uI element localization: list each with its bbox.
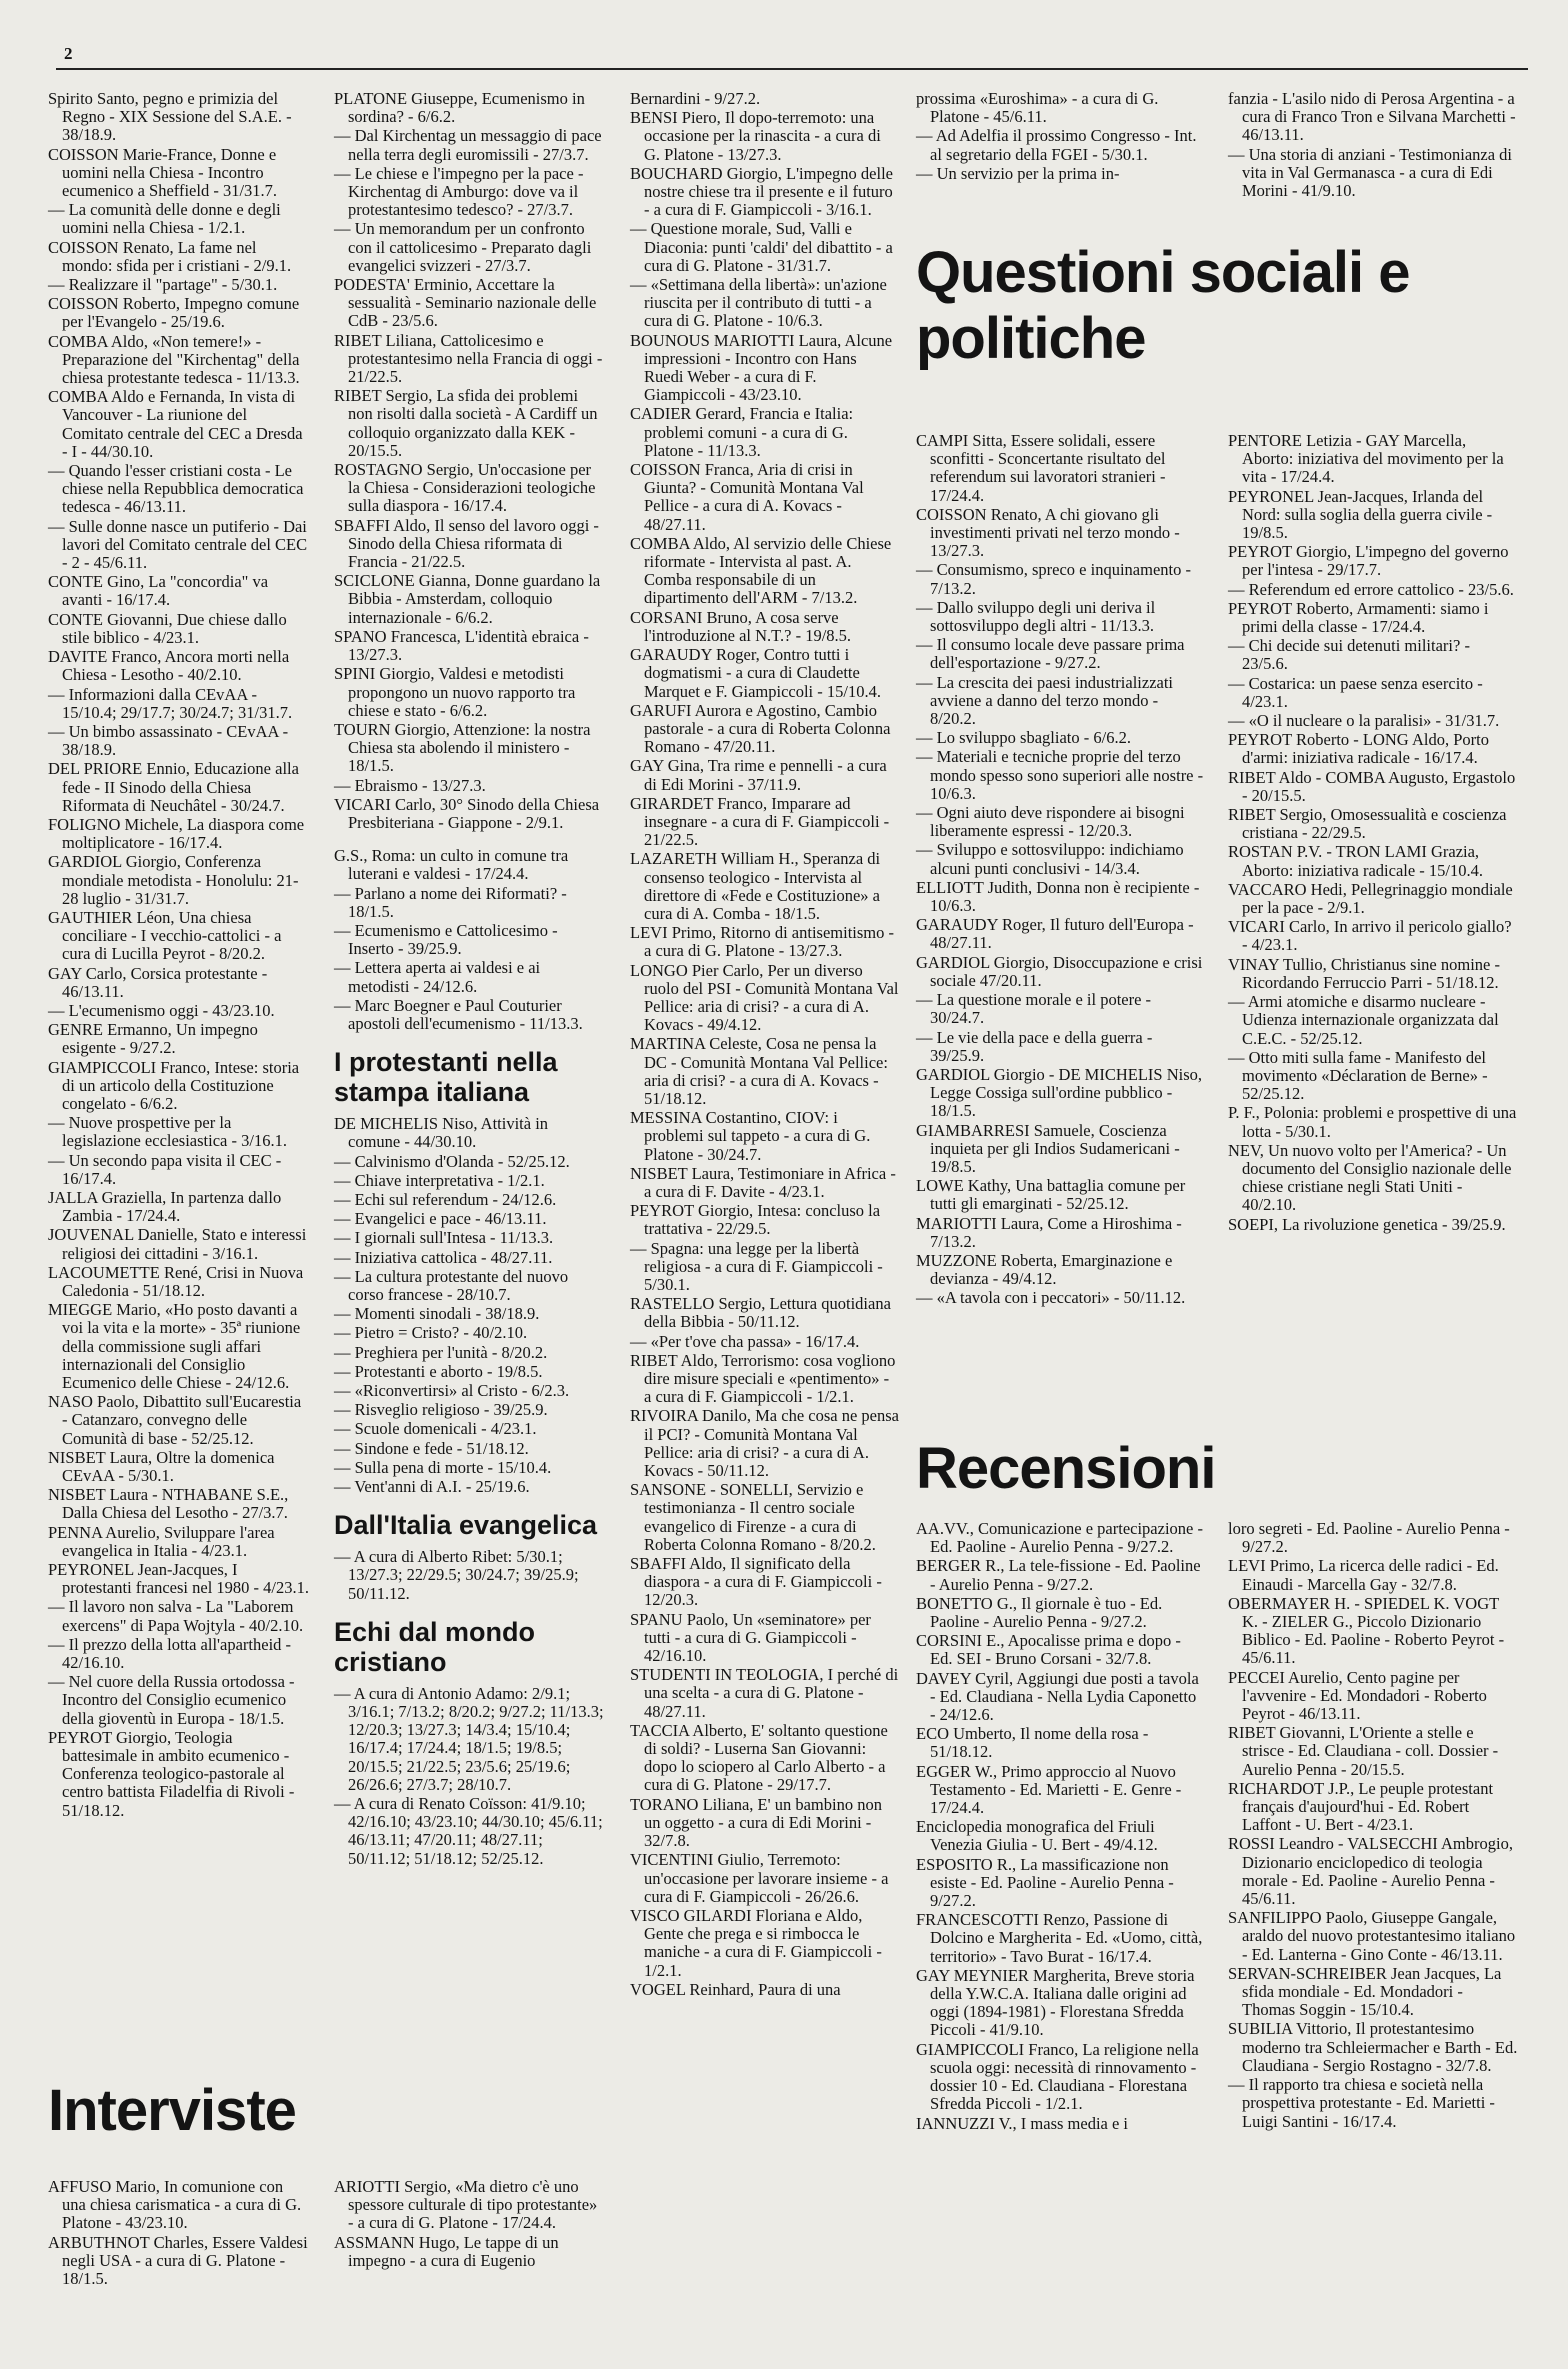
index-entry: RASTELLO Sergio, Lettura quotidiana della Bibbia - 50/11.12. [630,1294,891,1332]
index-entry: — Ogni aiuto deve rispondere ai bisogni liberamente espressi - 12/20.3. [916,803,1185,841]
index-entry: — «A tavola con i peccatori» - 50/11.12. [916,1288,1186,1308]
index-entry: SOEPI, La rivoluzione genetica - 39/25.9. [1228,1214,1506,1234]
index-entry: — Materiali e tecniche proprie del terzo mondo spesso sono superiori alle nostre - 10/6.3. [916,747,1204,803]
index-entry: RIBET Aldo - COMBA Augusto, Ergastolo - 20/15.5. [1228,767,1516,805]
top-rule [56,68,1528,70]
index-entry: PECCEI Aurelio, Cento pagine per l'avvenire - Ed. Mondadori - Roberto Peyrot - 46/13.11. [1228,1667,1487,1724]
index-entry: — Una storia di anziani - Testimonianza di vita in Val Germanasca - a cura di Edi Morini - 41/9.10. [1228,144,1513,201]
index-entry: — Sulle donne nasce un putiferio - Dai lavori del Comitato centrale del CEC - 2 - 45/6.11. [48,516,308,573]
index-entry: — «O il nucleare o la paralisi» - 31/31.7. [1228,711,1500,731]
index-entry: — A cura di Antonio Adamo: 2/9.1; 3/16.1; 7/13.2; 8/20.2; 9/27.2; 11/13.3; 12/20.3; 13/27.3; 14/3.4; 15/10.4; 16/17.4; 17/24.4; 18/1.5; 19/8.5; 20/15.5; 21/22.5; 23/5.6; 25/19.6; 26/26.6; 27/3.7; 28/10.7. [334,1683,604,1794]
index-entry: — Quando l'esser cristiani costa - Le chiese nella Repubblica democratica tedesca - 46/13.11. [48,461,304,517]
index-entry: LAZARETH William H., Speranza di consenso teologico - Intervista al direttore di «Fede e Costituzione» a cura di A. Comba - 18/1.5. [630,849,881,923]
index-entry: — Le chiese e l'impegno per la pace - Kirchentag di Amburgo: dove va il protestantesimo tedesco? - 27/3.7. [334,163,584,220]
index-entry: — Nuove prospettive per la legislazione ecclesiastica - 3/16.1. [48,1113,287,1151]
column-2 [334,90,604,1869]
index-entry: ESPOSITO R., La massificazione non esiste - Ed. Paoline - Aurelio Penna - 9/27.2. [916,1854,1174,1911]
section-heading-interviste: Interviste [48,2078,296,2143]
index-entry: SANFILIPPO Paolo, Giuseppe Gangale, araldo del nuovo protestantesimo italiano - Ed. Lanterna - Gino Conte - 46/13.11. [1228,1908,1516,1964]
index-entry: — Spagna: una legge per la libertà religiosa - a cura di F. Giampiccoli - 5/30.1. [630,1238,883,1294]
index-entry: MARTINA Celeste, Cosa ne pensa la DC - Comunità Montana Val Pellice: aria di crisi? - a cura di A. Kovacs - 51/18.12. [630,1034,888,1108]
index-entry: IANNUZZI V., I mass media e i [916,2113,1129,2133]
index-entry: DE MICHELIS Niso, Attività in comune - 44/30.10. [334,1114,549,1152]
index-entry: — «Per t'ove cha passa» - 16/17.4. [630,1331,860,1351]
questioni-col-a [916,432,1204,1309]
index-entry: PEYROT Roberto, Armamenti: siamo i primi della classe - 17/24.4. [1228,598,1489,637]
index-entry: LEVI Primo, Ritorno di antisemitismo - a cura di G. Platone - 13/27.3. [630,923,894,961]
index-entry: — Momenti sinodali - 38/18.9. [334,1304,540,1324]
index-entry: GAY Gina, Tra rime e pennelli - a cura di Edi Morini - 37/11.9. [630,756,887,794]
index-entry: — Questione morale, Sud, Valli e Diaconia: punti 'caldi' del dibattito - a cura di G. Platone - 31/31.7. [630,219,893,275]
index-entry: PEYRONEL Jean-Jacques, Irlanda del Nord: sulla soglia della guerra civile - 19/8.5. [1228,486,1493,543]
index-entry: — Sulla pena di morte - 15/10.4. [334,1457,552,1477]
index-entry: BENSI Piero, Il dopo-terremoto: una occasione per la rinascita - a cura di G. Platone - 13/27.3. [630,108,881,164]
index-entry: STUDENTI IN TEOLOGIA, I perché di una scelta - a cura di G. Platone - 48/27.11. [630,1665,899,1721]
index-entry: — La questione morale e il potere - 30/24.7. [916,990,1152,1028]
index-entry: RIVOIRA Danilo, Ma che cosa ne pensa il PCI? - Comunità Montana Val Pellice: aria di crisi? - a cura di A. Kovacs - 50/11.12. [630,1406,899,1481]
index-entry: GAY Carlo, Corsica protestante - 46/13.11. [48,963,268,1001]
index-entry: CADIER Gerard, Francia e Italia: problemi comuni - a cura di G. Platone - 11/13.3. [630,404,854,460]
index-entry: — I giornali sull'Intesa - 11/13.3. [334,1228,554,1248]
index-entry: — Pietro = Cristo? - 40/2.10. [334,1323,528,1343]
section-heading-protestanti: I protestanti nella stampa italiana [334,1047,558,1108]
index-entry: — La comunità delle donne e degli uomini nella Chiesa - 1/2.1. [48,200,281,238]
index-entry: Enciclopedia monografica del Friuli Venezia Giulia - U. Bert - 49/4.12. [916,1817,1158,1855]
index-entry: LEVI Primo, La ricerca delle radici - Ed. Einaudi - Marcella Gay - 32/7.8. [1228,1556,1499,1594]
index-entry: — Chi decide sui detenuti militari? - 23/5.6. [1228,636,1470,674]
index-entry: VOGEL Reinhard, Paura di una [630,1979,841,1999]
echi-list [334,1685,604,1868]
section-heading-echi: Echi dal mondo cristiano [334,1616,536,1677]
index-entry: DAVEY Cyril, Aggiungi due posti a tavola - Ed. Claudiana - Nella Lydia Caponetto - 24/12.6. [916,1668,1199,1725]
index-entry: — A cura di Alberto Ribet: 5/30.1; 13/27.3; 22/29.5; 30/24.7; 39/25.9; 50/11.12. [334,1547,579,1603]
index-entry: — Ebraismo - 13/27.3. [334,775,486,795]
index-entry: COMBA Aldo, Al servizio delle Chiese riformate - Intervista al past. A. Comba responsabile di un dipartimento dell'ARM - 7/13.2. [630,533,892,608]
index-entry: — Informazioni dalla CEvAA - 15/10.4; 29/17.7; 30/24.7; 31/31.7. [48,684,293,722]
index-entry: GAY MEYNIER Margherita, Breve storia della Y.W.C.A. Italiana dalle origini ad oggi (1894-1981) - Florestana Sfredda Piccoli - 41/9.10. [916,1965,1195,2040]
index-entry: — L'ecumenismo oggi - 43/23.10. [48,1000,275,1020]
index-entry: BONETTO G., Il giornale è tuo - Ed. Paoline - Aurelio Penna - 9/27.2. [916,1593,1163,1632]
index-entry: VISCO GILARDI Floriana e Aldo, Gente che prega e si rimbocca le maniche - a cura di F. Giampiccoli - 1/2.1. [630,1905,882,1980]
index-entry: — Scuole domenicali - 4/23.1. [334,1419,537,1439]
index-entry: — A cura di Renato Coïsson: 41/9.10; 42/16.10; 43/23.10; 44/30.10; 45/6.11; 46/13.11; 47/20.11; 48/27.11; 50/11.12; 51/18.12; 52/25.12. [334,1794,603,1868]
protestanti-list [334,1115,604,1496]
index-entry: PEYROT Giorgio, Intesa: concluso la trattativa - 22/29.5. [630,1201,881,1239]
section-heading-dallitalia: Dall'Italia evangelica [334,1510,598,1541]
index-entry: — Un secondo papa visita il CEC - 16/17.4. [48,1150,282,1188]
index-entry: RIBET Giovanni, L'Oriente a stelle e strisce - Ed. Claudiana - coll. Dossier - Aurelio Penna - 20/15.5. [1228,1723,1499,1779]
index-entry: — Consumismo, spreco e inquinamento - 7/13.2. [916,560,1191,598]
index-entry: VICARI Carlo, 30° Sinodo della Chiesa Presbiteriana - Giappone - 2/9.1. [334,794,600,832]
index-entry: GARDIOL Giorgio, Conferenza mondiale metodista - Honolulu: 21-28 luglio - 31/31.7. [48,852,299,908]
column-1 [48,90,310,1821]
section-heading-recensioni: Recensioni [916,1436,1216,1501]
index-entry: — Sviluppo e sottosviluppo: indichiamo alcuni punti conclusivi - 14/3.4. [916,840,1184,878]
index-entry: AFFUSO Mario, In comunione con una chiesa carismatica - a cura di G. Platone - 43/23.10. [48,2177,302,2233]
index-entry: SERVAN-SCHREIBER Jean Jacques, La sfida mondiale - Ed. Mondadori - Thomas Soggin - 15/10.4. [1228,1963,1502,2020]
index-entry: DEL PRIORE Ennio, Educazione alla fede - II Sinodo della Chiesa Riformata di Neuchâtel - 30/24.7. [48,759,299,815]
index-entry: — Un bimbo assassinato - CEvAA - 38/18.9. [48,721,289,760]
index-entry: — Ad Adelfia il prossimo Congresso - Int. al segretario della FGEI - 5/30.1. [916,126,1197,164]
index-entry: Bernardini - 9/27.2. [630,89,761,108]
index-entry: COISSON Renato, La fame nel mondo: sfida per i cristiani - 2/9.1. [48,237,292,275]
index-entry: LACOUMETTE René, Crisi in Nuova Caledonia - 51/18.12. [48,1262,304,1300]
index-entry: — Calvinismo d'Olanda - 52/25.12. [334,1151,570,1171]
index-entry: LONGO Pier Carlo, Per un diverso ruolo del PSI - Comunità Montana Val Pellice: aria di crisi? - a cura di A. Kovacs - 49/4.12. [630,960,899,1035]
index-entry: ECO Umberto, Il nome della rosa - 51/18.12. [916,1724,1149,1762]
index-entry: VICENTINI Giulio, Terremoto: un'occasione per lavorare insieme - a cura di F. Giampiccoli - 26/26.6. [630,1850,889,1906]
index-entry: — Il rapporto tra chiesa e società nella prospettiva protestante - Ed. Marietti - Luigi Santini - 16/17.4. [1228,2075,1495,2131]
index-entry: — Il prezzo della lotta all'apartheid - 42/16.10. [48,1634,292,1673]
index-entry: NEV, Un nuovo volto per l'America? - Un documento del Consiglio nazionale delle chiese cristiane negli Stati Uniti - 40/2.10. [1228,1140,1512,1215]
index-entry: GIRARDET Franco, Imparare ad insegnare - a cura di F. Giampiccoli - 21/22.5. [630,793,890,850]
index-entry: ROSTAN P.V. - TRON LAMI Grazia, Aborto: iniziativa radicale - 15/10.4. [1228,842,1484,880]
index-entry: CORSINI E., Apocalisse prima e dopo - Ed. SEI - Bruno Corsani - 32/7.8. [916,1631,1181,1669]
section-heading-questioni: Questioni sociali e politiche [916,240,1410,371]
index-entry: — Risveglio religioso - 39/25.9. [334,1400,548,1420]
index-entry: — Nel cuore della Russia ortodossa - Incontro del Consiglio ecumenico della gioventù in Europa - 18/1.5. [48,1672,295,1728]
index-entry: — Sindone e fede - 51/18.12. [334,1438,529,1458]
index-entry: ARBUTHNOT Charles, Essere Valdesi negli USA - a cura di G. Platone - 18/1.5. [48,2232,308,2289]
index-entry: LOWE Kathy, Una battaglia comune per tutti gli emarginati - 52/25.12. [916,1176,1186,1214]
index-entry: GIAMPICCOLI Franco, Intese: storia di un articolo della Costituzione congelato - 6/6.2. [48,1057,300,1113]
index-entry: SPANO Francesca, L'identità ebraica - 13/27.3. [334,626,589,665]
index-entry: PEYROT Roberto - LONG Aldo, Porto d'armi: iniziativa radicale - 16/17.4. [1228,730,1489,768]
index-entry: Spirito Santo, pegno e primizia del Regno - XIX Sessione del S.A.E. - 38/18.9. [48,89,292,145]
index-entry: NISBET Laura, Testimoniare in Africa - a cura di F. Davite - 4/23.1. [630,1163,896,1201]
index-entry: — Echi sul referendum - 24/12.6. [334,1189,557,1209]
column-2b-list [334,847,604,1033]
index-entry: — Realizzare il "partage" - 5/30.1. [48,275,278,295]
index-entry: — Lettera aperta ai valdesi e ai metodisti - 24/12.6. [334,958,541,996]
index-entry: — Vent'anni di A.I. - 25/19.6. [334,1477,530,1497]
index-entry: GIAMBARRESI Samuele, Coscienza inquieta per gli Indios Sudamericani - 19/8.5. [916,1120,1180,1176]
index-entry: NASO Paolo, Dibattito sull'Eucarestia - Catanzaro, convegno delle Comunità di base - 52/25.12. [48,1392,302,1448]
index-entry: COMBA Aldo e Fernanda, In vista di Vancouver - La riunione del Comitato centrale del CEC a Dresda - I - 44/30.10. [48,387,303,461]
column-2-list [334,90,604,832]
index-entry: — «Settimana della libertà»: un'azione riuscita per il contributo di tutti - a cura di G. Platone - 10/6.3. [630,275,887,331]
index-entry: COISSON Marie-France, Donne e uomini nella Chiesa - Incontro ecumenico a Sheffield - 31/31.7. [48,144,278,201]
index-entry: ROSSI Leandro - VALSECCHI Ambrogio, Dizionario enciclopedico di teologia morale - Ed. Paoline - Aurelio Penna - 45/6.11. [1228,1834,1513,1909]
index-entry: OBERMAYER H. - SPIEDEL K. VOGT K. - ZIELER G., Piccolo Dizionario Biblico - Ed. Paoline - Roberto Peyrot - 45/6.11. [1228,1593,1505,1668]
index-entry: CORSANI Bruno, A cosa serve l'introduzione al N.T.? - 19/8.5. [630,607,852,645]
index-entry: ASSMANN Hugo, Le tappe di un impegno - a cura di Eugenio [334,2232,559,2270]
index-entry: RICHARDOT J.P., Le peuple protestant français d'aujourd'hui - Ed. Robert Laffont - U. Bert - 4/23.1. [1228,1778,1494,1835]
index-entry: BOUCHARD Giorgio, L'impegno delle nostre chiese tra il presente e il futuro - a cura di F. Giampiccoli - 3/16.1. [630,163,893,220]
index-entry: GARAUDY Roger, Il futuro dell'Europa - 48/27.11. [916,915,1194,953]
index-entry: VACCARO Hedi, Pellegrinaggio mondiale per la pace - 2/9.1. [1228,879,1513,918]
index-entry: COISSON Franca, Aria di crisi in Giunta? - Comunità Montana Val Pellice - a cura di A. Kovacs - 48/27.11. [630,460,864,534]
index-entry: MUZZONE Roberta, Emarginazione e devianza - 49/4.12. [916,1250,1173,1289]
index-entry: MESSINA Costantino, CIOV: i problemi sul tappeto - a cura di G. Platone - 30/24.7. [630,1108,871,1164]
index-entry: DAVITE Franco, Ancora morti nella Chiesa - Lesotho - 40/2.10. [48,647,290,685]
index-entry: SPANU Paolo, Un «seminatore» per tutti - a cura di G. Giampiccoli - 42/16.10. [630,1609,871,1666]
index-entry: VINAY Tullio, Christianus sine nomine - Ricordando Ferruccio Parri - 51/18.12. [1228,954,1500,992]
index-entry: VICARI Carlo, In arrivo il pericolo giallo? - 4/23.1. [1228,917,1512,955]
index-entry: SBAFFI Aldo, Il significato della diaspora - a cura di F. Giampiccoli - 12/20.3. [630,1554,882,1610]
index-entry: prossima «Euroshima» - a cura di G. Platone - 45/6.11. [916,89,1159,127]
index-entry: FOLIGNO Michele, La diaspora come moltiplicatore - 16/17.4. [48,814,305,853]
index-entry: PODESTA' Erminio, Accettare la sessualità - Seminario nazionale delle CdB - 23/5.6. [334,275,597,331]
index-entry: BERGER R., La tele-fissione - Ed. Paoline - Aurelio Penna - 9/27.2. [916,1556,1201,1594]
index-entry: — La crescita dei paesi industrializzati avviene a danno del terzo mondo - 8/20.2. [916,672,1174,729]
index-entry: — Evangelici e pace - 46/13.11. [334,1209,547,1229]
index-entry: CONTE Giovanni, Due chiese dallo stile biblico - 4/23.1. [48,609,287,647]
index-entry: TOURN Giorgio, Attenzione: la nostra Chiesa sta abolendo il ministero - 18/1.5. [334,719,591,776]
dallitalia-list [334,1548,604,1603]
index-entry: TORANO Liliana, E' un bambino non un oggetto - a cura di Edi Morini - 32/7.8. [630,1794,882,1851]
index-entry: EGGER W., Primo approccio al Nuovo Testamento - Ed. Marietti - E. Genre - 17/24.4. [916,1761,1182,1818]
index-entry: BOUNOUS MARIOTTI Laura, Alcune impressioni - Incontro con Hans Ruedi Weber - a cura di F. Giampiccoli - 43/23.10. [630,330,893,405]
index-entry: — Un servizio per la prima in- [916,163,1120,183]
recensioni-col-b [1228,1520,1518,2132]
index-entry: — Ecumenismo e Cattolicesimo - Inserto - 39/25.9. [334,920,558,959]
index-entry: PEYRONEL Jean-Jacques, I protestanti francesi nel 1980 - 4/23.1. [48,1560,309,1598]
index-entry: SUBILIA Vittorio, Il protestantesimo moderno tra Schleiermacher e Barth - Ed. Claudiana - Sergio Rostagno - 32/7.8. [1228,2019,1518,2075]
index-entry: — Referendum ed errore cattolico - 23/5.6. [1228,579,1514,599]
index-entry: — Lo sviluppo sbagliato - 6/6.2. [916,728,1131,748]
index-entry: ELLIOTT Judith, Donna non è recipiente - 10/6.3. [916,877,1200,916]
index-entry: — Dal Kirchentag un messaggio di pace nella terra degli euromissili - 27/3.7. [334,126,602,164]
index-entry: PENNA Aurelio, Sviluppare l'area evangelica in Italia - 4/23.1. [48,1522,275,1560]
index-entry: — La cultura protestante del nuovo corso francese - 28/10.7. [334,1266,569,1304]
recensioni-col-a [916,1520,1204,2134]
index-entry: FRANCESCOTTI Renzo, Passione di Dolcino e Margherita - Ed. «Uomo, città, territorio» - Tavo Burat - 16/17.4. [916,1910,1203,1966]
index-entry: — Iniziativa cattolica - 48/27.11. [334,1247,553,1267]
index-entry: RIBET Sergio, Omosessualità e coscienza cristiana - 22/29.5. [1228,805,1507,843]
index-entry: RIBET Aldo, Terrorismo: cosa vogliono dire misure speciali e «pentimento» - a cura di F. Giampiccoli - 1/2.1. [630,1350,896,1407]
index-entry: MIEGGE Mario, «Ho posto davanti a voi la vita e la morte» - 35ª riunione della commissione sugli affari internazionali del Consiglio Ecumenico delle Chiese - 24/12.6. [48,1300,301,1393]
index-entry: RIBET Sergio, La sfida dei problemi non risolti dalla società - A Cardiff un colloquio organizzato dalla KEK - 20/15.5. [334,386,598,460]
index-entry: G.S., Roma: un culto in comune tra luterani e valdesi - 17/24.4. [334,846,569,884]
questioni-col-b [1228,432,1518,1235]
index-entry: — Preghiera per l'unità - 8/20.2. [334,1342,548,1362]
index-entry: — Protestanti e aborto - 19/8.5. [334,1361,543,1381]
index-entry: SANSONE - SONELLI, Servizio e testimonianza - Il centro sociale evangelico di Firenze - a cura di Roberta Colonna Romano - 8/20.2. [630,1480,876,1554]
index-entry: — Dallo sviluppo degli uni deriva il sottosviluppo degli altri - 11/13.3. [916,597,1156,636]
interviste-col-b [334,2178,604,2271]
index-entry: CAMPI Sitta, Essere solidali, essere sconfitti - Sconcertante risultato del referendum sui lavoratori stranieri - 17/24.4. [916,431,1166,505]
index-entry: JOUVENAL Danielle, Stato e interessi religiosi dei cittadini - 3/16.1. [48,1225,307,1263]
index-entry: COMBA Aldo, «Non temere!» - Preparazione del "Kirchentag" della chiesa protestante tedesca - 11/13.3. [48,331,300,388]
index-entry: NISBET Laura - NTHABANE S.E., Dalla Chiesa del Lesotho - 27/3.7. [48,1485,289,1523]
index-entry: — Le vie della pace e della guerra - 39/25.9. [916,1027,1153,1065]
index-entry: TACCIA Alberto, E' soltanto questione di soldi? - Luserna San Giovanni: dopo lo sciopero al Carlo Alberto - a cura di G. Platone - 29/17.7. [630,1720,888,1795]
index-entry: PLATONE Giuseppe, Ecumenismo in sordina? - 6/6.2. [334,89,585,127]
index-entry: — Costarica: un paese senza esercito - 4/23.1. [1228,673,1483,711]
index-entry: COISSON Renato, A chi giovano gli investimenti privati nel terzo mondo - 13/27.3. [916,504,1180,561]
page-number: 2 [64,44,73,63]
index-entry: RIBET Liliana, Cattolicesimo e protestantesimo nella Francia di oggi - 21/22.5. [334,330,603,387]
index-entry: MARIOTTI Laura, Come a Hiroshima - 7/13.2. [916,1213,1182,1251]
index-entry: CONTE Gino, La "concordia" va avanti - 16/17.4. [48,572,269,610]
index-entry: — Otto miti sulla fame - Manifesto del movimento «Déclaration de Berne» - 52/25.12. [1228,1047,1488,1104]
index-entry: PEYROT Giorgio, L'impegno del governo per l'intesa - 29/17.7. [1228,542,1509,580]
index-entry: — Chiave interpretativa - 1/2.1. [334,1170,545,1190]
index-entry: GARAUDY Roger, Contro tutti i dogmatismi - a cura di Claudette Marquet e F. Giampiccoli - 15/10.4. [630,645,881,701]
index-entry: P. F., Polonia: problemi e prospettive di una lotta - 5/30.1. [1228,1103,1517,1141]
interviste-col-a [48,2178,310,2289]
index-entry: PENTORE Letizia - GAY Marcella, Aborto: iniziativa del movimento per la vita - 17/24.4. [1228,431,1504,487]
index-entry: — Parlano a nome dei Riformati? - 18/1.5. [334,883,567,921]
index-entry: fanzia - L'asilo nido di Perosa Argentina - a cura di Franco Tron e Silvana Marchetti - 46/13.11. [1228,89,1516,145]
index-entry: COISSON Roberto, Impegno comune per l'Evangelo - 25/19.6. [48,294,300,332]
index-entry: NISBET Laura, Oltre la domenica CEvAA - 5/30.1. [48,1447,275,1486]
index-entry: — Armi atomiche e disarmo nucleare - Udienza internazionale organizzata dal C.E.C. - 52/25.12. [1228,992,1499,1048]
index-entry: SCICLONE Gianna, Donne guardano la Bibbia - Amsterdam, colloquio internazionale - 6/6.2. [334,571,601,627]
index-entry: GARDIOL Giorgio, Disoccupazione e crisi sociale 47/20.11. [916,952,1203,990]
index-entry: PEYROT Giorgio, Teologia battesimale in ambito ecumenico - Conferenza teologico-pastorale al centro battista Filadelfia di Rivoli - 51/18.12. [48,1727,295,1820]
index-entry: GENRE Ermanno, Un impegno esigente - 9/27.2. [48,1020,258,1058]
index-entry: — «Riconvertirsi» al Cristo - 6/2.3. [334,1381,570,1400]
index-entry: GIAMPICCOLI Franco, La religione nella scuola oggi: necessità di rinnovamento - dossier 10 - Ed. Claudiana - Florestana Sfredda Piccoli - 1/2.1. [916,2039,1199,2114]
index-entry: SPINI Giorgio, Valdesi e metodisti propongono un nuovo rapporto tra chiese e stato - 6/6.2. [334,664,576,720]
index-entry: JALLA Graziella, In partenza dallo Zambia - 17/24.4. [48,1187,282,1226]
index-entry: ARIOTTI Sergio, «Ma dietro c'è uno spessore culturale di tipo protestante» - a cura di G. Platone - 17/24.4. [334,2177,598,2233]
index-entry: SBAFFI Aldo, Il senso del lavoro oggi - Sinodo della Chiesa riformata di Francia - 21/22.5. [334,515,599,572]
index-entry: — Un memorandum per un confronto con il cattolicesimo - Preparato dagli evangelici svizzeri - 27/3.7. [334,219,592,275]
column-3 [630,90,900,2000]
index-entry: — Marc Boegner e Paul Couturier apostoli dell'ecumenismo - 11/13.3. [334,995,583,1033]
index-entry: GARDIOL Giorgio - DE MICHELIS Niso, Legge Cossiga sull'ordine pubblico - 18/1.5. [916,1064,1202,1121]
index-entry: — Il lavoro non salva - La "Laborem exercens" di Papa Wojtyla - 40/2.10. [48,1597,304,1635]
index-entry: ROSTAGNO Sergio, Un'occasione per la Chiesa - Considerazioni teologiche sulla diaspora - 16/17.4. [334,460,596,516]
index-entry: — Il consumo locale deve passare prima dell'esportazione - 9/27.2. [916,635,1185,673]
column-5-top [1228,90,1518,201]
index-entry: loro segreti - Ed. Paoline - Aurelio Penna - 9/27.2. [1228,1519,1510,1557]
index-entry: GAUTHIER Léon, Una chiesa conciliare - I vecchio-cattolici - a cura di Lucilla Peyrot - 8/20.2. [48,907,282,964]
column-4-top [916,90,1202,184]
index-entry: GARUFI Aurora e Agostino, Cambio pastorale - a cura di Roberta Colonna Romano - 47/20.11. [630,700,891,757]
index-entry: AA.VV., Comunicazione e partecipazione - Ed. Paoline - Aurelio Penna - 9/27.2. [916,1519,1203,1557]
